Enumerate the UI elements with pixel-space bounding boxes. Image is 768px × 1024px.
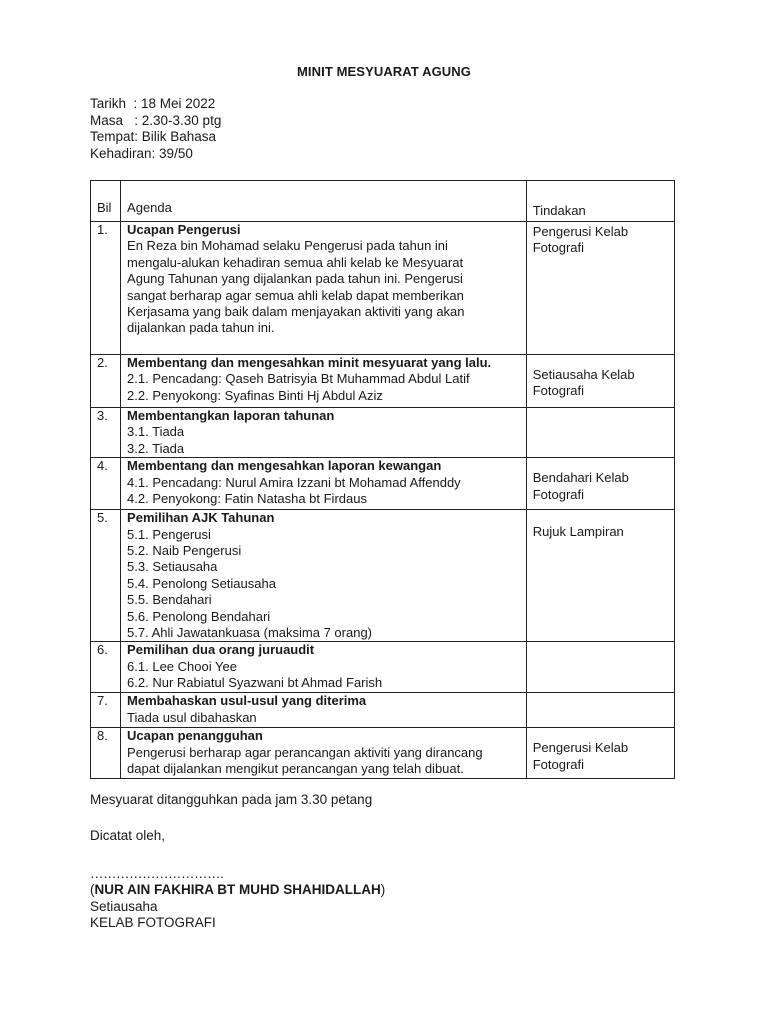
agenda-action-text: Fotografi (532, 486, 585, 502)
agenda-item-title: Membentang dan mengesahkan minit mesyuarat yang lalu. (127, 355, 492, 370)
meeting-time: Masa : 2.30-3.30 ptg (90, 112, 222, 128)
agenda-table-header (91, 181, 675, 222)
agenda-table (90, 180, 675, 779)
agenda-action-text: Rujuk Lampiran (532, 524, 624, 540)
agenda-number: 5. (91, 510, 121, 642)
signature-block (90, 866, 385, 932)
meeting-details (90, 96, 221, 162)
agenda-item-detail: 6.1. Lee Chooi Yee (127, 658, 237, 674)
agenda-action (526, 408, 674, 458)
agenda-row (91, 408, 675, 458)
name-close-paren: ) (380, 882, 386, 898)
agenda-item-title: Ucapan Pengerusi (127, 222, 241, 237)
agenda-action-text: Setiausaha Kelab (532, 367, 635, 382)
recorded-by-label: Dicatat oleh, (90, 828, 166, 843)
agenda-number: 6. (91, 642, 121, 693)
agenda-row (91, 355, 675, 408)
agenda-row (91, 510, 675, 642)
agenda-row (91, 458, 675, 510)
agenda-item-detail: 3.2. Tiada (127, 440, 185, 456)
agenda-action-text: Fotografi (532, 756, 585, 772)
agenda-item (121, 458, 527, 510)
agenda-item (121, 693, 527, 728)
meeting-venue: Tempat: Bilik Bahasa (90, 129, 217, 144)
name-open-paren: ( (90, 882, 95, 898)
agenda-number: 1. (91, 222, 121, 355)
agenda-item (121, 642, 527, 693)
signatory-name-line (90, 882, 385, 898)
agenda-item-detail: 2.1. Pencadang: Qaseh Batrisyia Bt Muhammad Abdul Latif (127, 371, 470, 387)
agenda-item-title: Pemilihan AJK Tahunan (127, 510, 275, 526)
agenda-item-detail: Kerjasama yang baik dalam menjayakan aktiviti yang akan (127, 304, 465, 320)
page-title: MINIT MESYUARAT AGUNG (297, 64, 471, 79)
agenda-number: 2. (91, 355, 121, 408)
agenda-item-detail: 5.1. Pengerusi (127, 526, 211, 542)
agenda-item (121, 408, 527, 458)
agenda-item-detail: dapat dijalankan mengikut perancangan yang telah dibuat. (127, 761, 464, 777)
agenda-item (121, 222, 527, 355)
agenda-item-detail: 5.3. Setiausaha (127, 559, 218, 575)
agenda-item-detail: 3.1. Tiada (127, 424, 185, 440)
agenda-action (526, 693, 674, 728)
agenda-item-detail: sangat berharap agar semua ahli kelab dapat memberikan (127, 287, 464, 303)
agenda-item (121, 355, 527, 408)
agenda-action-text: Pengerusi Kelab (532, 740, 629, 756)
agenda-item-detail: 5.4. Penolong Setiausaha (127, 575, 276, 591)
header-action: Tindakan (526, 181, 674, 222)
agenda-row (91, 728, 675, 779)
agenda-row (91, 642, 675, 693)
signatory-name: NUR AIN FAKHIRA BT MUHD SHAHIDALLAH (94, 882, 381, 898)
agenda-item-detail: 5.6. Penolong Bendahari (127, 608, 271, 624)
agenda-item-detail: Agung Tahunan yang dijalankan pada tahun ini. Pengerusi (127, 271, 463, 287)
agenda-item (121, 510, 527, 642)
header-agenda: Agenda (121, 181, 527, 222)
agenda-item-title: Membahaskan usul-usul yang diterima (127, 693, 367, 709)
signatory-role: Setiausaha (90, 898, 158, 914)
agenda-action (526, 642, 674, 693)
agenda-item-detail: Tiada usul dibahaskan (127, 709, 257, 725)
agenda-action (526, 355, 674, 408)
agenda-number: 4. (91, 458, 121, 510)
agenda-item-detail: 5.5. Bendahari (127, 592, 212, 608)
agenda-action (526, 728, 674, 779)
agenda-item-detail: 4.2. Penyokong: Fatin Natasha bt Firdaus (127, 491, 367, 507)
agenda-item-title: Membentang dan mengesahkan laporan kewangan (127, 458, 442, 474)
signature-line: …………………………. (90, 866, 224, 881)
agenda-item (121, 728, 527, 779)
agenda-action (526, 510, 674, 642)
signatory-organization: KELAB FOTOGRAFI (90, 915, 216, 931)
agenda-action-text: Fotografi (532, 383, 585, 399)
adjournment-note: Mesyuarat ditangguhkan pada jam 3.30 petang (90, 792, 373, 807)
agenda-item-detail: Pengerusi berharap agar perancangan aktiviti yang dirancang (127, 744, 483, 760)
agenda-item-detail: 5.7. Ahli Jawatankuasa (maksima 7 orang) (127, 625, 373, 641)
agenda-action-text: Pengerusi Kelab (532, 224, 629, 239)
agenda-item-detail: 5.2. Naib Pengerusi (127, 543, 242, 559)
agenda-item-title: Pemilihan dua orang juruaudit (127, 642, 315, 658)
agenda-item-detail: En Reza bin Mohamad selaku Pengerusi pada tahun ini (127, 238, 448, 254)
agenda-item-title: Membentangkan laporan tahunan (127, 408, 335, 423)
agenda-item-detail: 6.2. Nur Rabiatul Syazwani bt Ahmad Farish (127, 675, 383, 691)
agenda-item-detail: mengalu-alukan kehadiran semua ahli kelab ke Mesyuarat (127, 254, 464, 270)
agenda-action-text: Bendahari Kelab (532, 470, 629, 486)
agenda-number: 7. (91, 693, 121, 728)
agenda-action (526, 458, 674, 510)
agenda-number: 8. (91, 728, 121, 779)
agenda-item-detail: 4.1. Pencadang: Nurul Amira Izzani bt Mohamad Affenddy (127, 474, 461, 490)
agenda-item-detail: dijalankan pada tahun ini. (127, 320, 275, 336)
agenda-number: 3. (91, 408, 121, 458)
agenda-action (526, 222, 674, 355)
agenda-item-title: Ucapan penangguhan (127, 728, 263, 744)
meeting-attendance: Kehadiran: 39/50 (90, 145, 193, 161)
agenda-row (91, 222, 675, 355)
agenda-row (91, 693, 675, 728)
header-bil: Bil (91, 181, 121, 222)
agenda-item-detail: 2.2. Penyokong: Syafinas Binti Hj Abdul Aziz (127, 387, 383, 403)
agenda-action-text: Fotografi (532, 240, 585, 256)
meeting-date: Tarikh : 18 Mei 2022 (90, 96, 216, 111)
